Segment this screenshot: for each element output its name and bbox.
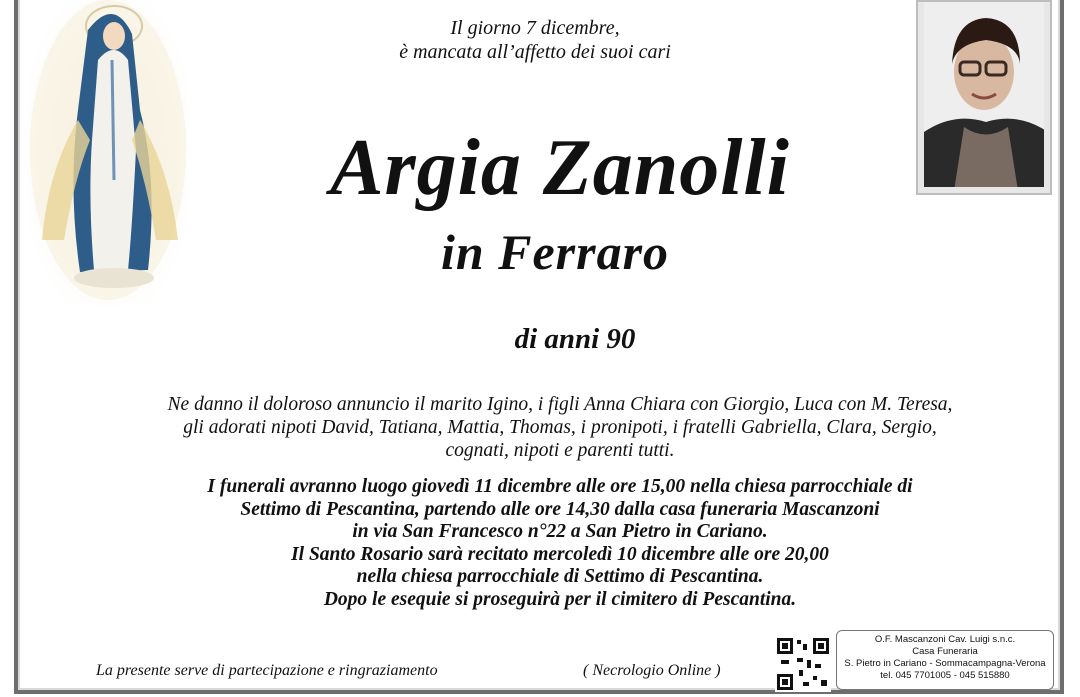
funeral-line: in via San Francesco n°22 a San Pietro in Cariano. bbox=[352, 521, 768, 543]
funeral-details bbox=[80, 476, 1040, 612]
intro-text bbox=[300, 16, 770, 64]
online-notice: ( Necrologio Online ) bbox=[583, 662, 721, 679]
age-text: di anni 90 bbox=[514, 323, 636, 355]
funeral-line: nella chiesa parrocchiale di Settimo di Pescantina. bbox=[356, 566, 764, 588]
intro-line: è mancata all’affetto dei suoi cari bbox=[399, 41, 671, 63]
funeral-line: I funerali avranno luogo giovedì 11 dicembre alle ore 15,00 nella chiesa parrocchiale di bbox=[207, 476, 913, 497]
funeral-line: Dopo le esequie si proseguirà per il cimitero di Pescantina. bbox=[323, 588, 797, 610]
agency-phone: tel. 045 7701005 - 045 515880 bbox=[880, 670, 1010, 681]
participation-note: La presente serve di partecipazione e ringraziamento bbox=[96, 662, 438, 679]
qr-code-icon[interactable] bbox=[775, 636, 831, 692]
funeral-agency-box bbox=[836, 630, 1054, 690]
funeral-line: Il Santo Rosario sarà recitato mercoledì 10 dicembre alle ore 20,00 bbox=[291, 543, 829, 565]
deceased-name: Argia Zanolli bbox=[330, 124, 790, 212]
announcement-line: gli adorati nipoti David, Tatiana, Mattia, Thomas, i pronipoti, i fratelli Gabriella, Clara, Sergio, bbox=[183, 417, 937, 438]
agency-name: O.F. Mascanzoni Cav. Luigi s.n.c. bbox=[874, 634, 1016, 645]
madonna-icon bbox=[28, 0, 188, 305]
announcement-text bbox=[80, 393, 1040, 462]
married-name: in Ferraro bbox=[440, 224, 670, 280]
portrait-photo bbox=[916, 0, 1052, 195]
intro-line: Il giorno 7 dicembre, bbox=[450, 17, 620, 39]
funeral-line: Settimo di Pescantina, partendo alle ore 14,30 dalla casa funeraria Mascanzoni bbox=[240, 498, 880, 520]
announcement-line: Ne danno il doloroso annuncio il marito Igino, i figli Anna Chiara con Giorgio, Luca con M. Teresa, bbox=[167, 394, 953, 415]
agency-type: Casa Funeraria bbox=[912, 646, 978, 657]
agency-locations: S. Pietro in Cariano - Sommacampagna-Verona bbox=[844, 658, 1046, 669]
announcement-line: cognati, nipoti e parenti tutti. bbox=[445, 440, 675, 461]
